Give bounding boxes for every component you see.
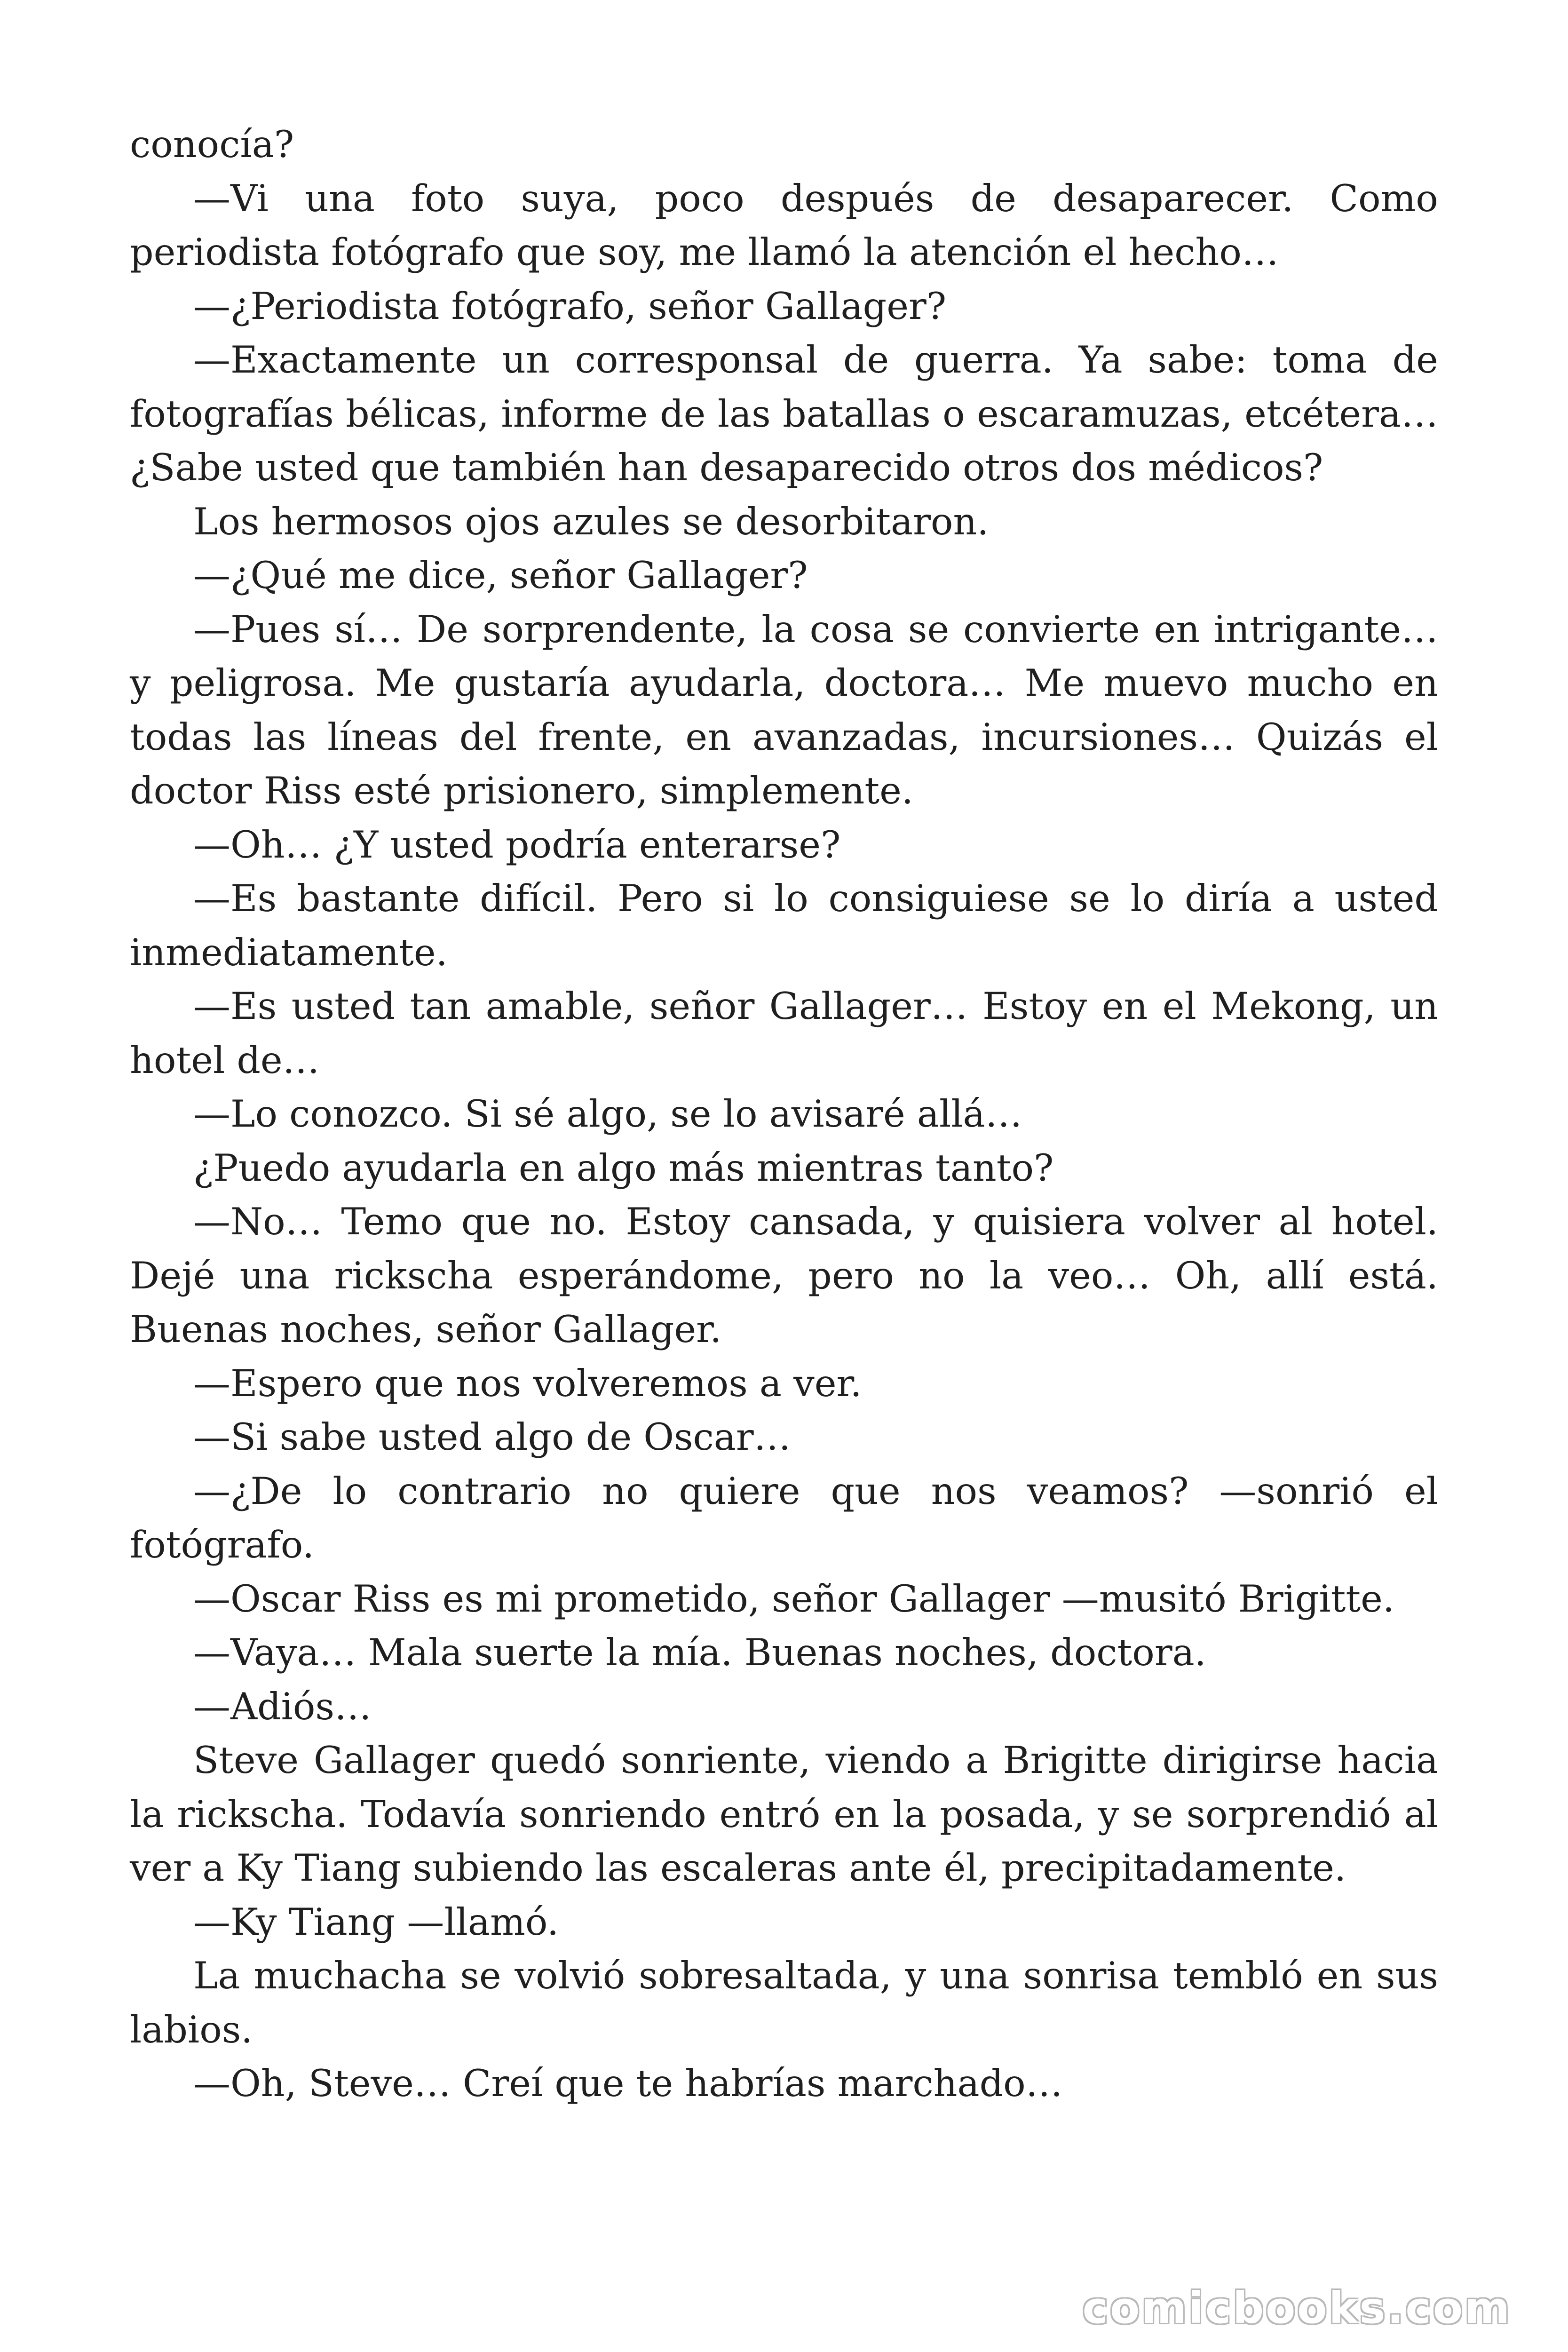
paragraph: —Lo conozco. Si sé algo, se lo avisaré allá… [193,1092,1022,1136]
paragraph: —¿De lo contrario no quiere que nos veamos? —sonrió el fotógrafo. [130,1469,1438,1566]
paragraph: —Oh… ¿Y usted podría enterarse? [193,823,841,866]
paragraph: La muchacha se volvió sobresaltada, y una sonrisa tembló en sus labios. [130,1954,1438,2051]
paragraph: —Exactamente un corresponsal de guerra. Ya sabe: toma de fotografías bélicas, informe de las batallas o escaramuzas, etcétera… ¿Sabe usted que también han desaparecido otros dos médicos? [130,338,1438,489]
paragraph: —¿Periodista fotógrafo, señor Gallager? [193,284,947,328]
paragraph: —Oscar Riss es mi prometido, señor Gallager —musitó Brigitte. [193,1577,1395,1621]
paragraph: Los hermosos ojos azules se desorbitaron. [193,500,989,543]
paragraph: —Pues sí… De sorprendente, la cosa se convierte en intrigante… y peligrosa. Me gustaría ayudarla, doctora… Me muevo mucho en todas las líneas del frente, en avanzadas, incursiones… Quizás el doctor Riss esté prisionero, simplemente. [130,607,1438,812]
paragraph: —Es bastante difícil. Pero si lo consiguiese se lo diría a usted inmediatamente. [130,877,1438,974]
paragraph: —Vaya… Mala suerte la mía. Buenas noches, doctora. [193,1631,1206,1674]
paragraph: —¿Qué me dice, señor Gallager? [193,554,808,597]
paragraph: —Ky Tiang —llamó. [193,1900,559,1944]
paragraph: —No… Temo que no. Estoy cansada, y quisiera volver al hotel. Dejé una rickscha esperándome, pero no la veo… Oh, allí está. Buenas noches, señor Gallager. [130,1200,1438,1351]
paragraph: Steve Gallager quedó sonriente, viendo a Brigitte dirigirse hacia la rickscha. Todavía sonriendo entró en la posada, y se sorprendió al ver a Ky Tiang subiendo las escaleras ante él, precipitadamente. [130,1739,1438,1890]
paragraph: —Vi una foto suya, poco después de desaparecer. Como periodista fotógrafo que soy, me llamó la atención el hecho… [130,176,1438,274]
paragraph: —Oh, Steve… Creí que te habrías marchado… [193,2062,1063,2105]
watermark-logo: comicbooks.com [1082,2283,1512,2333]
paragraph: conocía? [130,123,294,166]
page-body [130,118,1438,2111]
paragraph: —Es usted tan amable, señor Gallager… Estoy en el Mekong, un hotel de… [130,985,1438,1082]
paragraph: —Si sabe usted algo de Oscar… [193,1415,791,1459]
paragraph: ¿Puedo ayudarla en algo más mientras tanto? [193,1146,1054,1190]
paragraph: —Espero que nos volveremos a ver. [193,1361,862,1405]
paragraph: —Adiós… [193,1685,372,1728]
